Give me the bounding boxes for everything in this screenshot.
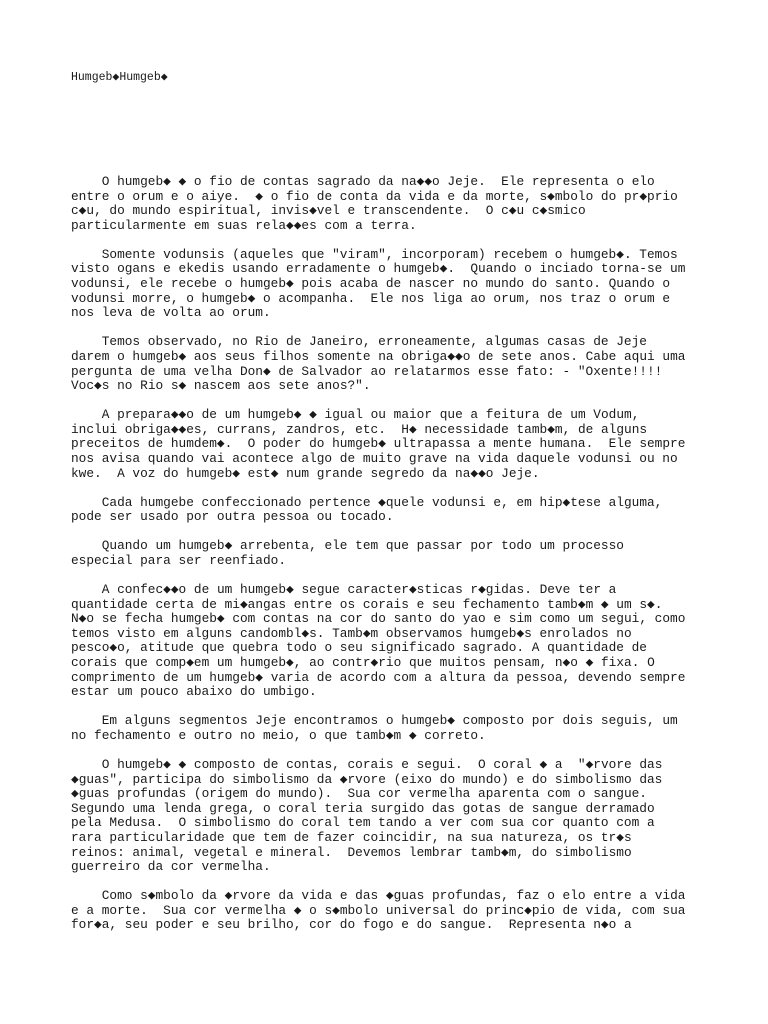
paragraph-line: comprimento de um humgeb◆ varia de acordo com a altura da pessoa, devendo sempre (71, 669, 686, 685)
paragraph (71, 496, 761, 525)
paragraph (71, 583, 761, 700)
paragraph (71, 248, 761, 321)
paragraph-line: e a morte. Sua cor vermelha ◆ o s◆mbolo universal do princ◆pio de vida, com sua (71, 902, 686, 918)
paragraph-line: Cada humgebe confeccionado pertence ◆quele vodunsi e, em hip◆tese alguma, (71, 494, 663, 510)
paragraph-line: A confec◆◆o de um humgeb◆ segue caracter◆sticas r◆gidas. Deve ter a (71, 582, 617, 598)
paragraph-line: Quando um humgeb◆ arrebenta, ele tem que passar por todo um processo (71, 538, 624, 554)
paragraph-line: for◆a, seu poder e seu brilho, cor do fogo e do sangue. Representa n◆o a (71, 917, 632, 933)
paragraph-line: no fechamento e outro no meio, o que tamb◆m ◆ correto. (71, 727, 486, 743)
paragraph-line: visto ogans e ekedis usando erradamente o humgeb◆. Quando o inciado torna-se um (71, 261, 686, 277)
paragraph (71, 408, 761, 481)
paragraph-line: N◆o se fecha humgeb◆ com contas na cor do santo do yao e sim como um segui, como (71, 611, 686, 627)
paragraph-line: reinos: animal, vegetal e mineral. Devemos lembrar tamb◆m, do simbolismo (71, 844, 632, 860)
paragraph (71, 335, 761, 393)
paragraph-line: Como s◆mbolo da ◆rvore da vida e das ◆guas profundas, faz o elo entre a vida (71, 888, 686, 904)
paragraph-line: quantidade certa de mi◆angas entre os corais e seu fechamento tamb◆m ◆ um s◆. (71, 596, 663, 612)
paragraph (71, 175, 761, 233)
paragraph-line: inclui obriga◆◆es, currans, zandros, etc. H◆ necessidade tamb◆m, de alguns (71, 421, 648, 437)
paragraph-line: rara particularidade que tem de fazer coincidir, na sua natureza, os tr◆s (71, 829, 632, 845)
paragraph-line: vodunsi, ele recebe o humgeb◆ pois acaba de nascer no mundo do santo. Quando o (71, 276, 671, 292)
paragraph-line: preceitos de humdem◆. O poder do humgeb◆ ultrapassa a mente humana. Ele sempre (71, 436, 686, 452)
paragraph-line: corais que comp◆em um humgeb◆, ao contr◆rio que muitos pensam, n◆o ◆ fixa. O (71, 655, 655, 671)
paragraph-line: pode ser usado por outra pessoa ou tocado. (71, 509, 394, 525)
paragraph-line: pergunta de uma velha Don◆ de Salvador ao relatarmos esse fato: - "Oxente!!!! (71, 363, 663, 379)
paragraph-line: entre o orum e o aiye. ◆ o fio de conta da vida e da morte, s◆mbolo do pr◆prio (71, 188, 678, 204)
paragraph-line: guerreiro da cor vermelha. (71, 859, 271, 875)
paragraph-line: pela Medusa. O simbolismo do coral tem tando a ver com sua cor quanto com a (71, 815, 655, 831)
paragraph-line: nos leva de volta ao orum. (71, 305, 271, 321)
document-body (71, 175, 761, 948)
paragraph-line: pesco◆o, atitude que quebra todo o seu significado sagrado. A quantidade de (71, 640, 647, 656)
paragraph-line: c◆u, do mundo espiritual, invis◆vel e transcendente. O c◆u c◆smico (71, 203, 586, 219)
paragraph-line: darem o humgeb◆ aos seus filhos somente na obriga◆◆o de sete anos. Cabe aqui uma (71, 348, 686, 364)
paragraph-line: Segundo uma lenda grega, o coral teria surgido das gotas de sangue derramado (71, 800, 655, 816)
paragraph (71, 758, 761, 875)
paragraph (71, 539, 761, 568)
paragraph-line: ◆guas profundas (origem do mundo). Sua cor vermelha aparenta com o sangue. (71, 786, 647, 802)
paragraph-line: Voc◆s no Rio s◆ nascem aos sete anos?". (71, 378, 371, 394)
paragraph (71, 889, 761, 933)
paragraph-line: vodunsi morre, o humgeb◆ o acompanha. Ele nos liga ao orum, nos traz o orum e (71, 290, 671, 306)
document-heading: Humgeb◆Humgeb◆ (71, 71, 168, 84)
paragraph-line: kwe. A voz do humgeb◆ est◆ num grande segredo da na◆◆o Jeje. (71, 465, 540, 481)
paragraph-line: estar um pouco abaixo do umbigo. (71, 684, 317, 700)
paragraph-line: A prepara◆◆o de um humgeb◆ ◆ igual ou maior que a feitura de um Vodum, (71, 407, 640, 423)
paragraph-line: particularmente em suas rela◆◆es com a terra. (71, 217, 417, 233)
paragraph-line: Temos observado, no Rio de Janeiro, erroneamente, algumas casas de Jeje (71, 334, 647, 350)
paragraph (71, 714, 761, 743)
paragraph-line: nos avisa quando vai acontece algo de muito grave na vida daquele vodunsi ou no (71, 451, 678, 466)
paragraph-line: temos visto em alguns candombl◆s. Tamb◆m observamos humgeb◆s enrolados no (71, 625, 632, 641)
paragraph-line: O humgeb◆ ◆ o fio de contas sagrado da na◆◆o Jeje. Ele representa o elo (71, 174, 655, 189)
paragraph-line: Somente vodunsis (aqueles que "viram", incorporam) recebem o humgeb◆. Temos (71, 246, 678, 262)
paragraph-line: O humgeb◆ ◆ composto de contas, corais e segui. O coral ◆ a "◆rvore das (71, 757, 663, 772)
paragraph-line: especial para ser reenfiado. (71, 552, 287, 568)
paragraph-line: Em alguns segmentos Jeje encontramos o humgeb◆ composto por dois seguis, um (71, 713, 678, 729)
paragraph-line: ◆guas", participa do simbolismo da ◆rvore (eixo do mundo) e do simbolismo das (71, 771, 663, 787)
